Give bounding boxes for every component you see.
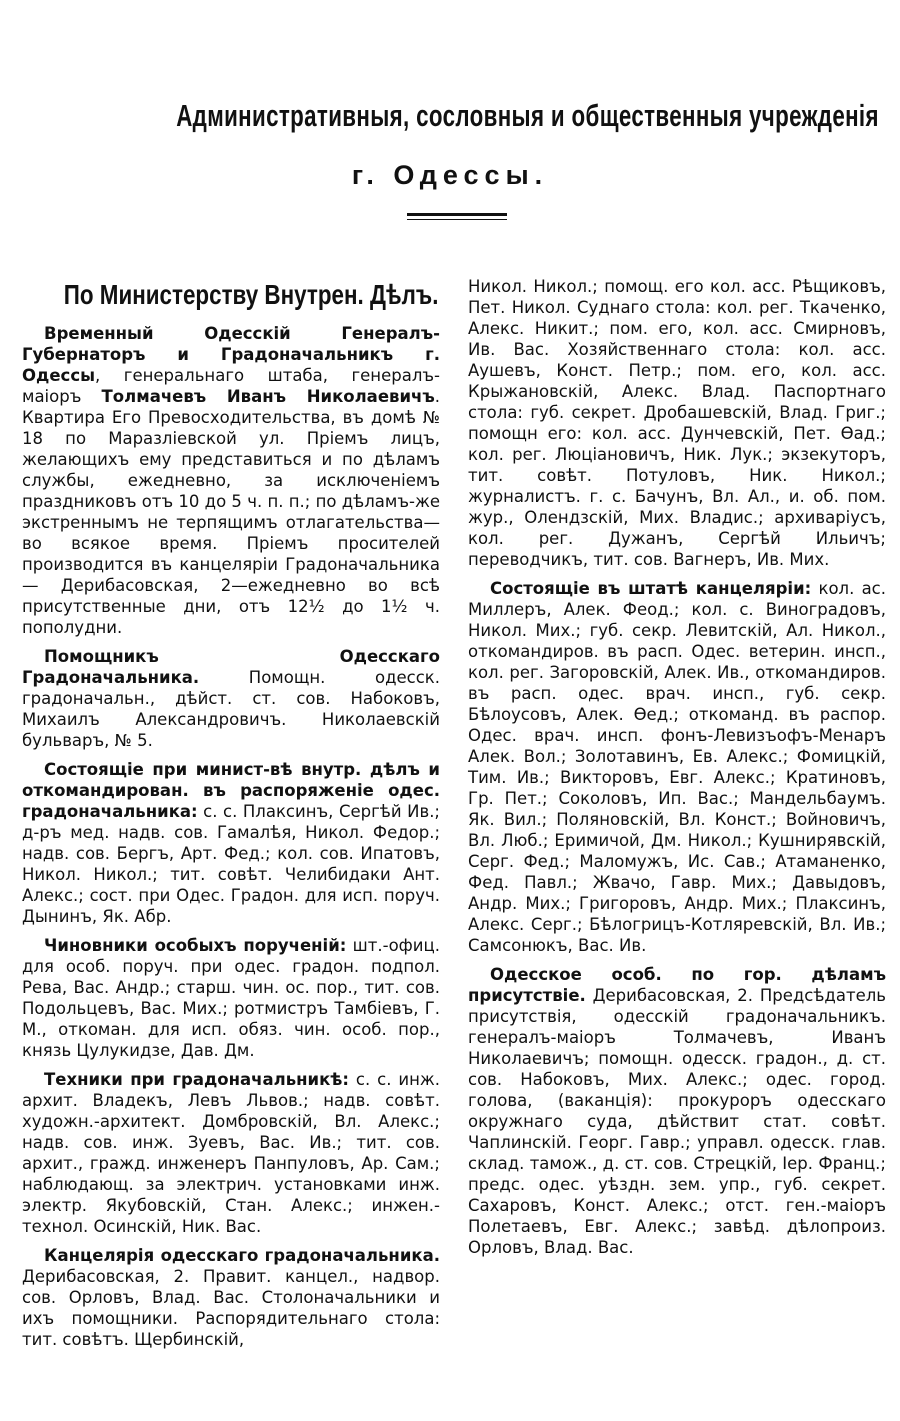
entry-text: Никол. Никол.; помощ. его кол. асс. Рѣщиковъ, Пет. Никол. Суднаго стола: кол. рег. Ткаченко, Алекс. Никит.; пом. его, кол. асс. Смирновъ, Ив. Вас. Хозяйственнаго стола: кол. асс. Аушевъ, Конст. Петр.; пом. его, кол. асс. Крыжановскій, Алекс. Влад. Паспортнаго стола: губ. секрет. Дробашевскій, Влад. Григ.; помощн его: кол. асс. Дунчевскій, Пет. Ѳад.; кол. рег. Люціановичъ, Ник. Лук.; экзекуторъ, тит. совѣт. Потуловъ, Ник. Никол.; журналистъ. г. с. Бачунъ, Вл. Ал., и. об. пом. жур., Олендзскій, Мих. Владис.; архиваріусъ, кол. рег. Дужанъ, Сергѣй Ильичъ; переводчикъ, тит. сов. Вагнеръ, Ив. Мих. (468, 277, 886, 569)
entry-head: Состоящіе при минист-вѣ внутр. дѣлъ и откомандирован. въ распоряженіе одес. градоначальника: (22, 760, 440, 821)
entry-head: Временный Одесскій Генералъ-Губернаторъ и Градоначальникъ г. Одессы (22, 324, 440, 385)
entry-head: Одесское особ. по гор. дѣламъ присутствіе. (468, 965, 886, 1005)
entry-text: кол. ас. Миллеръ, Алек. Феод.; кол. с. Виноградовъ, Никол. Мих.; губ. секр. Левитскій, Ал. Никол., откомандиров. въ расп. Одес. ветерин. инсп., кол. рег. Загоровскій, Алек. Ив., откомандиров. въ расп. одес. врач. инсп., губ. секр. Бѣлоусовъ, Алек. Ѳед.; откоманд. въ распор. Одес. врач. инсп. фонъ-Левизъофъ-Менаръ Алек. Вол.; Золотавинъ, Ев. Алекс.; Фомицкій, Тим. Ив.; Викторовъ, Евг. Алекс.; Кратиновъ, Гр. Пет.; Соколовъ, Ип. Вас.; Мандельбаумъ. Як. Вил.; Поляновскій, Вл. Конст.; Войновичъ, Вл. Люб.; Еримичой, Дм. Никол.; Кушнирявскій, Серг. Фед.; Маломужъ, Ис. Сав.; Атаманенко, Фед. Павл.; Жвачо, Гавр. Мих.; Давыдовъ, Андр. Мих.; Григоровъ, Андр. Мих.; Плаксинъ, Алекс. Серг.; Бѣлогрицъ-Котляревскій, Вл. Ив.; Самсонюкъ, Вас. Ив. (468, 579, 887, 955)
entry-text: с. с. инж. архит. Владекъ, Левъ Львов.; надв. совѣт. художн.-архитект. Домбровскій, Вл. Алекс.; надв. сов. инж. Зуевъ, Вас. Ив.; тит. сов. архит., гражд. инженеръ Панпуловъ, Ар. Сам.; наблюдающ. за электрич. установками инж. электр. Якубовскій, Стан. Алекс.; инжен.-технол. Осинскій, Ник. Вас. (22, 1070, 440, 1236)
entry-text: шт.-офиц. для особ. поруч. при одес. градон. подпол. Рева, Вас. Андр.; старш. чин. ос. пор., тит. сов. Подольцевъ, Вас. Мих.; ротмистръ Тамбіевъ, Г. М., откоман. для исп. обяз. чин. особ. пор., князь Цулукидзе, Дав. Дм. (22, 936, 440, 1060)
entry-text: , генеральнаго штаба, генералъ-маіоръ (22, 366, 440, 406)
entry-text: Помощн. одесск. градоначальн., дѣйст. ст. сов. Набоковъ, Михаилъ Александровичъ. Николаевскій бульваръ, № 5. (22, 668, 440, 750)
entry-head: Канцелярія одесскаго градоначальника. (44, 1246, 440, 1265)
title-divider-thin (407, 219, 507, 220)
entry-chancellery (22, 1245, 440, 1350)
entry-text: Дерибасовская, 2. Правит. канцел., надвор. сов. Орловъ, Влад. Вас. Столоначальники и ихъ помощники. Распорядительнаго стола: тит. совѣтъ. Щербинскій, (22, 1267, 440, 1349)
entry-head: Техники при градоначальникѣ: (44, 1070, 350, 1089)
entry-governor (22, 323, 440, 638)
entry-seconded (22, 759, 440, 927)
page-subtitle: г. Одессы. (351, 160, 549, 190)
entry-assistant (22, 646, 440, 751)
entry-continued (468, 276, 886, 570)
right-column (468, 276, 886, 1266)
entry-technicians (22, 1069, 440, 1237)
entry-staff (468, 578, 886, 956)
left-column (22, 272, 440, 1358)
entry-rest: . Квартира Его Превосходительства, въ домѣ № 18 по Маразліевской ул. Пріемъ лицъ, желающихъ ему представиться и по дѣламъ службы, ежедневно, за исключеніемъ праздниковъ отъ 10 до 5 ч. п. п.; по дѣламъ-же экстреннымъ не терпящимъ отлагательства—во всякое время. Пріемъ просителей производится въ канцеляріи Градоначальника — Дерибасовская, 2—ежедневно во всѣ присутственные дни, отъ 12½ до 1½ ч. пополудни. (22, 387, 440, 637)
entry-head: Состоящіе въ штатѣ канцеляріи: (490, 579, 812, 598)
page-title: Административныя, сословныя и общественныя учрежденія (176, 98, 879, 133)
entry-text: с. с. Плаксинъ, Сергѣй Ив.; д-ръ мед. надв. сов. Гамалѣя, Никол. Федор.; надв. сов. Бергъ, Арт. Фед.; кол. сов. Ипатовъ, Никол. Никол.; тит. совѣт. Челибидаки Ант. Алекс.; сост. при Одес. Градон. для исп. поруч. Дынинъ, Як. Абр. (22, 802, 440, 926)
entry-presence (468, 964, 886, 1258)
entry-text: Дерибасовская, 2. Предсѣдатель присутствія, одесскій градоначальникъ. генералъ-маіоръ Толмачевъ, Иванъ Николаевичъ; помощн. одесск. градон., д. ст. сов. Набоковъ, Мих. Алекс.; одес. город. голова, (ваканція): прокуроръ одесскаго окружнаго суда, дѣйствит стат. совѣт. Чаплинскій. Георг. Гавр.; управл. одесск. глав. склад. тамож., д. ст. сов. Стрецкій, Іер. Франц.; предс. одес. уѣздн. зем. упр., губ. секрет. Сахаровъ, Конст. Алекс.; отст. ген.-маіоръ Полетаевъ, Евг. Алекс.; завѣд. дѣлопроиз. Орловъ, Влад. Вас. (468, 986, 886, 1257)
entry-head: Помощникъ Одесскаго Градоначальника. (22, 647, 440, 687)
entry-officials (22, 935, 440, 1061)
entry-bold-name: Толмачевъ Иванъ Николаевичъ (101, 387, 435, 406)
section-title: По Министерству Внутрен. Дѣлъ. (63, 279, 439, 310)
entry-head: Чиновники особыхъ порученій: (44, 936, 347, 955)
title-divider (407, 213, 507, 216)
